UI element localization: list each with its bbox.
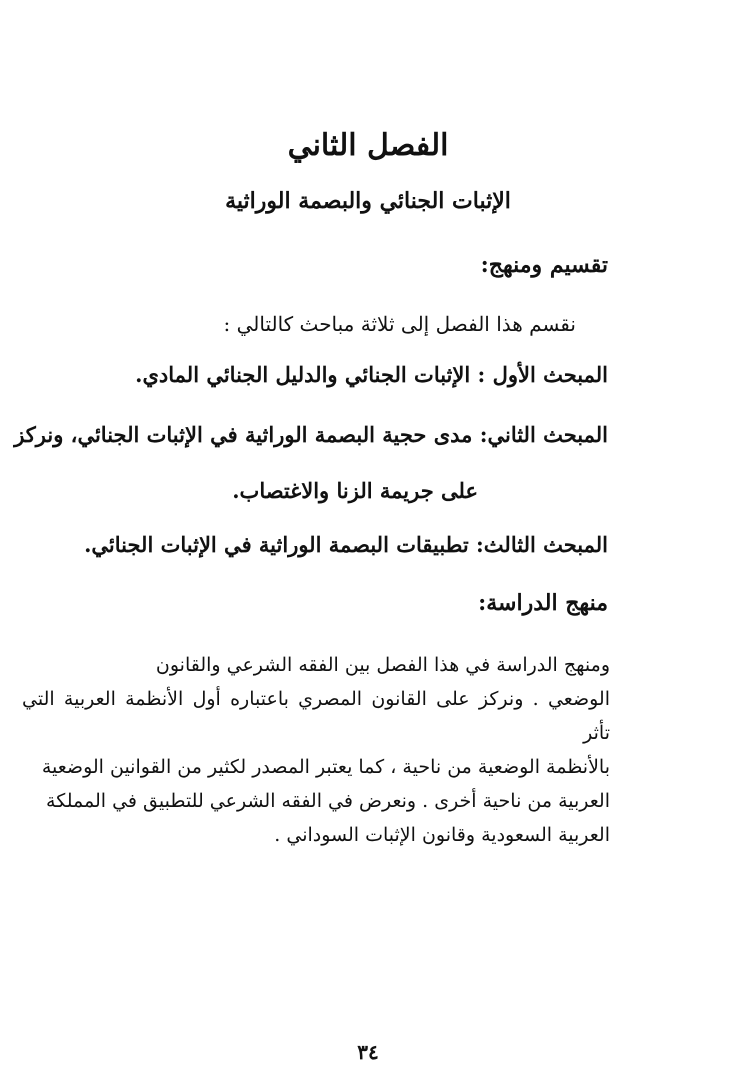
- section-2-continuation: على جريمة الزنا والاغتصاب.: [232, 478, 478, 503]
- division-intro: نقسم هذا الفصل إلى ثلاثة مباحث كالتالي :: [223, 312, 576, 336]
- methodology-heading: منهج الدراسة:: [478, 590, 608, 616]
- section-3: المبحث الثالث: تطبيقات البصمة الوراثية في الإثبات الجنائي.: [84, 532, 608, 557]
- methodology-paragraph: [22, 648, 610, 852]
- page-number: ٣٤: [357, 1040, 379, 1064]
- methodology-line: العربية السعودية وقانون الإثبات السوداني .: [274, 824, 610, 846]
- methodology-line: ومنهج الدراسة في هذا الفصل بين الفقه الشرعي والقانون: [155, 654, 610, 676]
- chapter-subtitle: الإثبات الجنائي والبصمة الوراثية: [225, 188, 511, 214]
- methodology-line: بالأنظمة الوضعية من ناحية ، كما يعتبر المصدر لكثير من القوانين الوضعية: [41, 756, 610, 778]
- methodology-line: الوضعي . ونركز على القانون المصري باعتباره أول الأنظمة العربية التي تأثر: [22, 688, 610, 744]
- chapter-title: الفصل الثاني: [287, 128, 449, 163]
- division-heading: تقسيم ومنهج:: [480, 252, 608, 278]
- methodology-line: العربية من ناحية أخرى . ونعرض في الفقه الشرعي للتطبيق في المملكة: [46, 790, 610, 812]
- section-1: المبحث الأول : الإثبات الجنائي والدليل الجنائي المادي.: [135, 362, 608, 387]
- section-2: المبحث الثاني: مدى حجية البصمة الوراثية في الإثبات الجنائي، ونركز: [14, 422, 608, 447]
